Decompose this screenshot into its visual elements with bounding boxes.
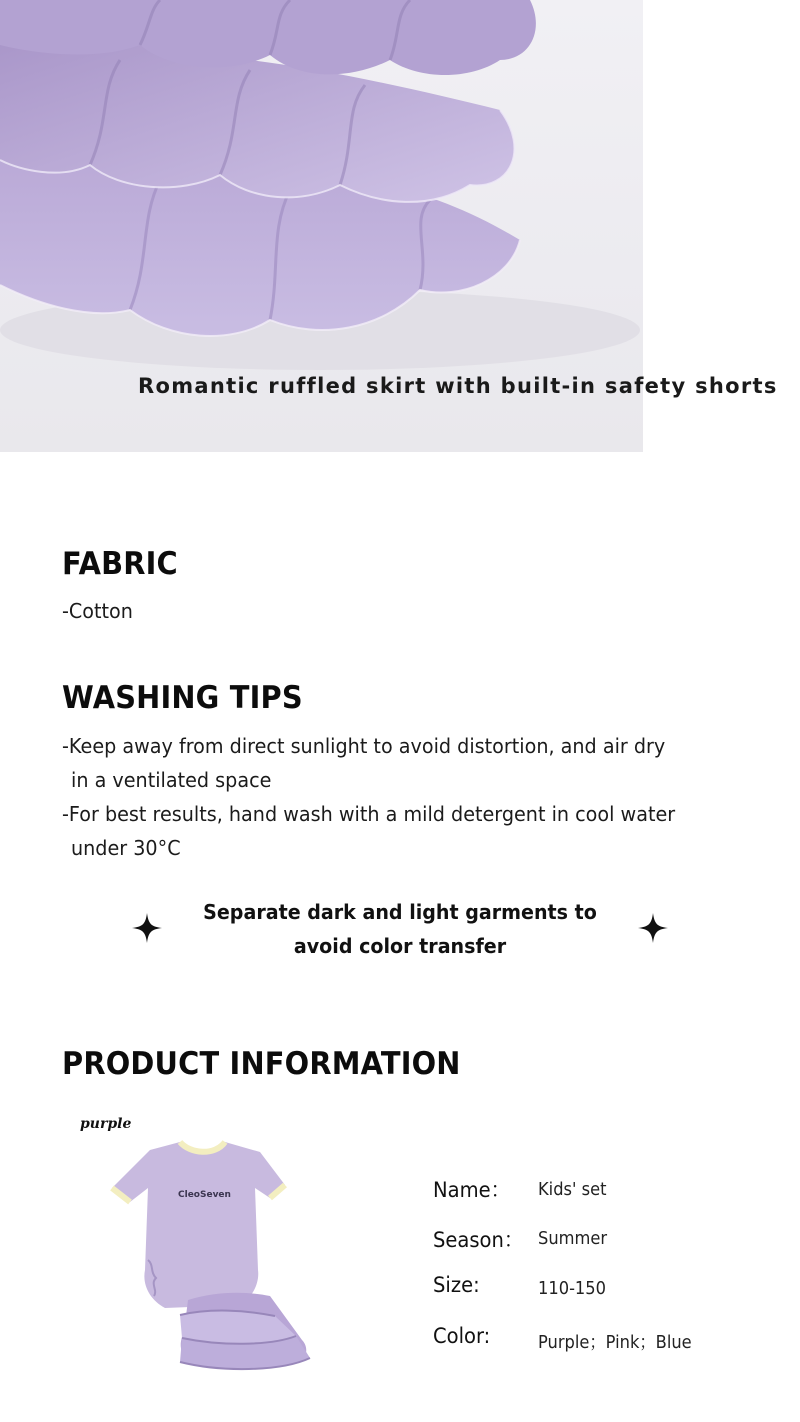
- product-information-heading: PRODUCT INFORMATION: [62, 1046, 461, 1082]
- hero-caption: Romantic ruffled skirt with built-in safety shorts: [138, 374, 778, 398]
- washing-tips-heading: WASHING TIPS: [62, 680, 303, 716]
- spec-season-label: Season：: [433, 1228, 524, 1252]
- fabric-heading: FABRIC: [62, 546, 178, 582]
- spec-name-label: Name：: [433, 1178, 511, 1202]
- ruffled-skirt-graphic: [180, 1293, 310, 1369]
- spec-size-value: 110-150: [538, 1279, 607, 1299]
- tip-line: Separate dark and light garments to: [203, 900, 597, 924]
- washing-tip-line: -Keep away from direct sunlight to avoid distortion, and air dry: [62, 734, 666, 758]
- four-point-star-icon: [132, 913, 162, 949]
- tshirt-graphic: [112, 1142, 285, 1308]
- spec-name-value: Kids' set: [538, 1180, 607, 1200]
- spec-color-label: Color:: [433, 1324, 491, 1348]
- product-photo: [70, 1110, 360, 1390]
- hero-photo: [0, 0, 778, 452]
- spec-size-label: Size:: [433, 1273, 480, 1297]
- washing-tip-line: under 30°C: [71, 836, 181, 860]
- spec-season-value: Summer: [538, 1229, 608, 1249]
- color-swatch-label: purple: [80, 1116, 132, 1132]
- washing-tip-line: in a ventilated space: [71, 768, 272, 792]
- tip-line: avoid color transfer: [293, 934, 507, 958]
- spec-color-value: Purple；Pink；Blue: [538, 1333, 692, 1353]
- washing-tip-line: -For best results, hand wash with a mild detergent in cool water: [62, 802, 676, 826]
- color-separation-tip: [180, 895, 620, 963]
- shirt-logo-text: CleoSeven: [178, 1190, 231, 1200]
- fabric-line: -Cotton: [62, 599, 133, 623]
- four-point-star-icon: [638, 913, 668, 949]
